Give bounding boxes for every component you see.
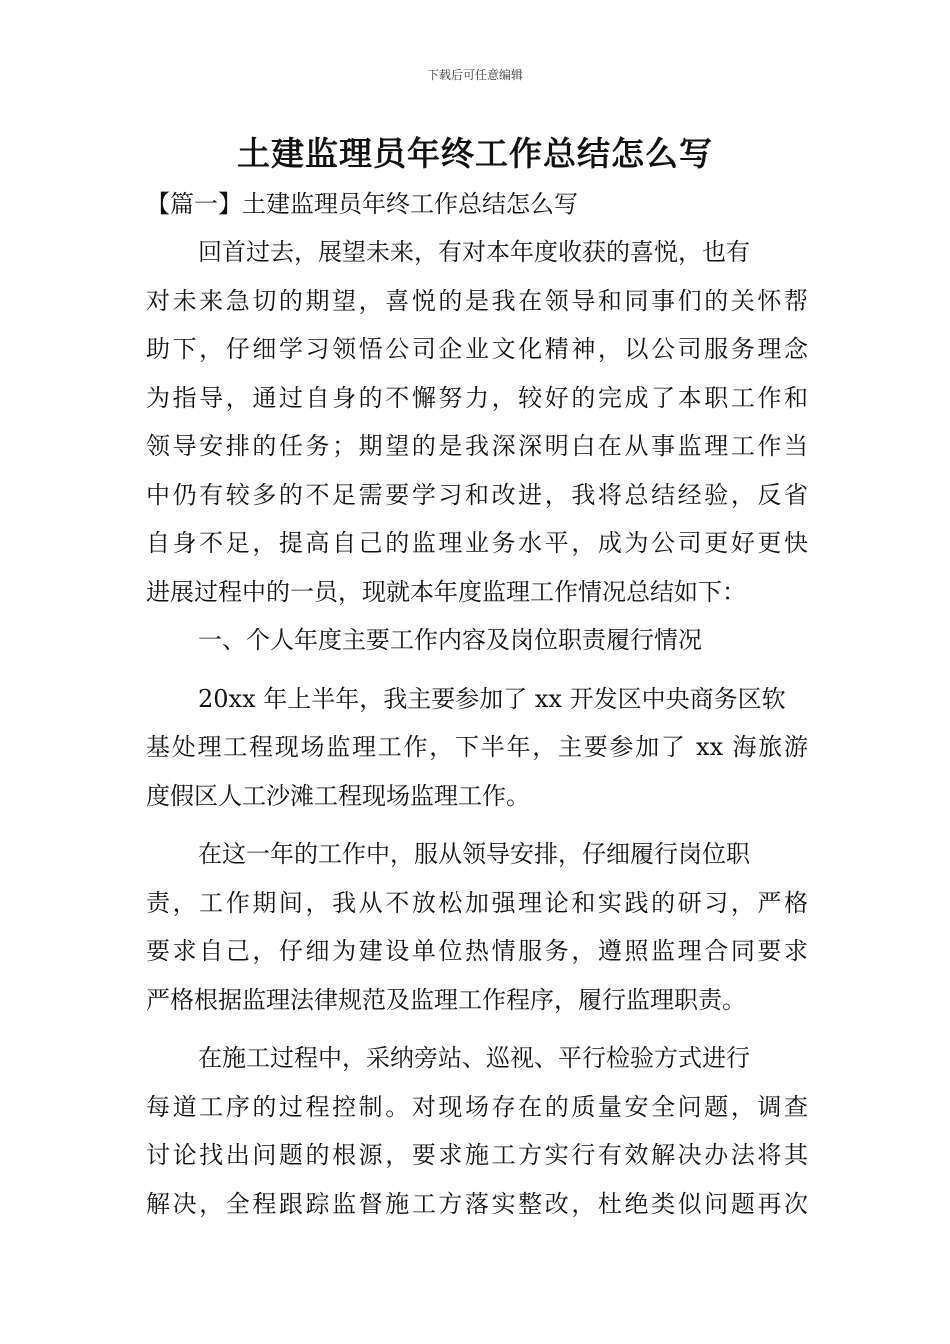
header-note: 下载后可任意编辑	[426, 68, 523, 82]
text-line: 中仍有较多的不足需要学习和改进，我将总结经验，反省	[146, 480, 808, 509]
text-line: 讨论找出问题的根源，要求施工方实行有效解决办法将其	[146, 1141, 808, 1169]
text-line: 责，工作期间，我从不放松加强理论和实践的研习，严格	[146, 888, 808, 917]
text-line: 解决，全程跟踪监督施工方落实整改，杜绝类似问题再次	[146, 1189, 808, 1218]
section-heading: 【篇一】土建监理员年终工作总结怎么写	[146, 190, 578, 218]
text-line: 在这一年的工作中，服从领导安排，仔细履行岗位职	[198, 840, 750, 868]
document-title: 土建监理员年终工作总结怎么写	[237, 134, 713, 173]
text-line: 每道工序的过程控制。对现场存在的质量安全问题，调查	[146, 1092, 808, 1121]
paragraph-gap	[146, 665, 808, 675]
text-line: 度假区人工沙滩工程现场监理工作。	[146, 781, 530, 810]
text-line: 在施工过程中，采纳旁站、巡视、平行检验方式进行	[198, 1044, 750, 1072]
paragraph	[146, 228, 808, 616]
paragraph-gap	[146, 1024, 808, 1034]
paragraph	[146, 675, 808, 821]
text-line: 20xx 年上半年，我主要参加了 xx 开发区中央商务区软	[198, 684, 786, 713]
text-line: 自身不足，提高自己的监理业务水平，成为公司更好更快	[146, 529, 808, 557]
paragraph	[146, 1034, 808, 1228]
text-line: 助下，仔细学习领悟公司企业文化精神，以公司服务理念	[146, 335, 808, 363]
text-line: 基处理工程现场监理工作，下半年，主要参加了 xx 海旅游	[146, 733, 808, 761]
document-body	[146, 228, 808, 1228]
text-line: 要求自己，仔细为建设单位热情服务，遵照监理合同要求	[146, 937, 808, 965]
subsection-heading	[146, 616, 808, 665]
text-line: 对未来急切的期望，喜悦的是我在领导和同事们的关怀帮	[146, 286, 808, 315]
paragraph-gap	[146, 820, 808, 830]
text-line: 严格根据监理法律规范及监理工作程序，履行监理职责。	[146, 985, 746, 1014]
text-line: 进展过程中的一员，现就本年度监理工作情况总结如下：	[146, 577, 746, 606]
text-line: 回首过去，展望未来，有对本年度收获的喜悦，也有	[198, 238, 750, 266]
paragraph	[146, 830, 808, 1024]
text-line: 为指导，通过自身的不懈努力，较好的完成了本职工作和	[146, 383, 808, 412]
text-line: 一、个人年度主要工作内容及岗位职责履行情况	[198, 626, 702, 654]
text-line: 领导安排的任务；期望的是我深深明白在从事监理工作当	[146, 432, 808, 460]
